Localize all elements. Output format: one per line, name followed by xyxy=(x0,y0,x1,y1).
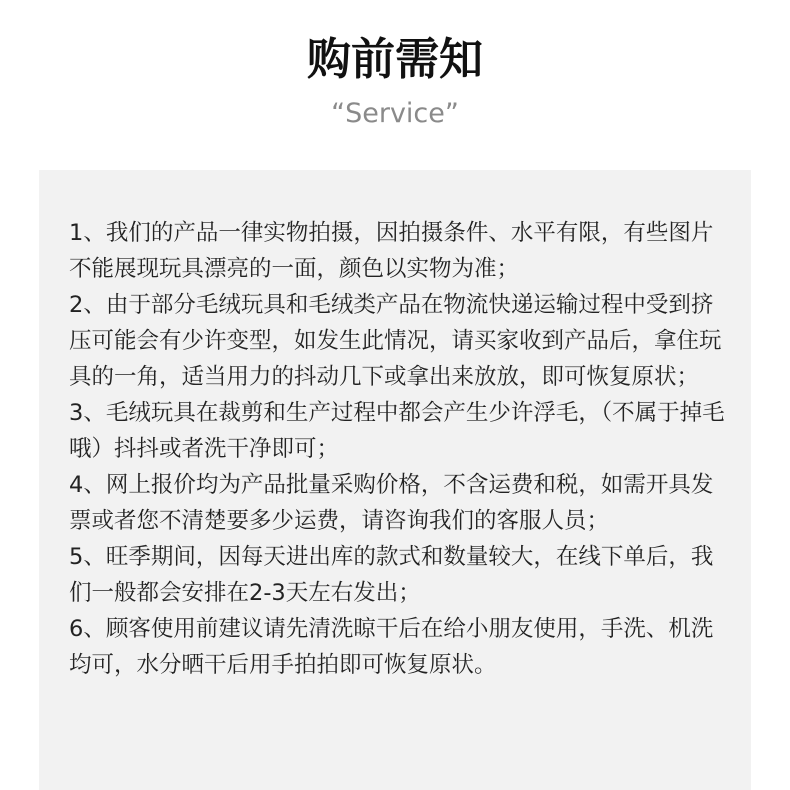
notice-item-5: 5、旺季期间，因每天进出库的款式和数量较大，在线下单后，我们一般都会安排在2-3天左右发出； xyxy=(69,544,714,606)
notice-item-2: 2、由于部分毛绒玩具和毛绒类产品在物流快递运输过程中受到挤压可能会有少许变型，如发生此情况，请买家收到产品后，拿住玩具的一角，适当用力的抖动几下或拿出来放放，即可恢复原状； xyxy=(69,292,722,390)
notice-item-3: 3、毛绒玩具在裁剪和生产过程中都会产生少许浮毛，（不属于掉毛哦）抖抖或者洗干净即可； xyxy=(69,400,725,462)
notice-panel xyxy=(39,170,751,790)
page-title: 购前需知 xyxy=(307,34,483,85)
notice-item-4: 4、网上报价均为产品批量采购价格，不含运费和税，如需开具发票或者您不清楚要多少运费，请咨询我们的客服人员； xyxy=(69,472,714,534)
page-subtitle: “Service” xyxy=(331,98,459,129)
notice-item-6: 6、顾客使用前建议请先清洗晾干后在给小朋友使用，手洗、机洗均可，水分晒干后用手拍拍即可恢复原状。 xyxy=(69,616,714,678)
notice-item-1: 1、我们的产品一律实物拍摄，因拍摄条件、水平有限，有些图片不能展现玩具漂亮的一面，颜色以实物为准； xyxy=(69,220,714,282)
notice-list xyxy=(69,215,729,683)
